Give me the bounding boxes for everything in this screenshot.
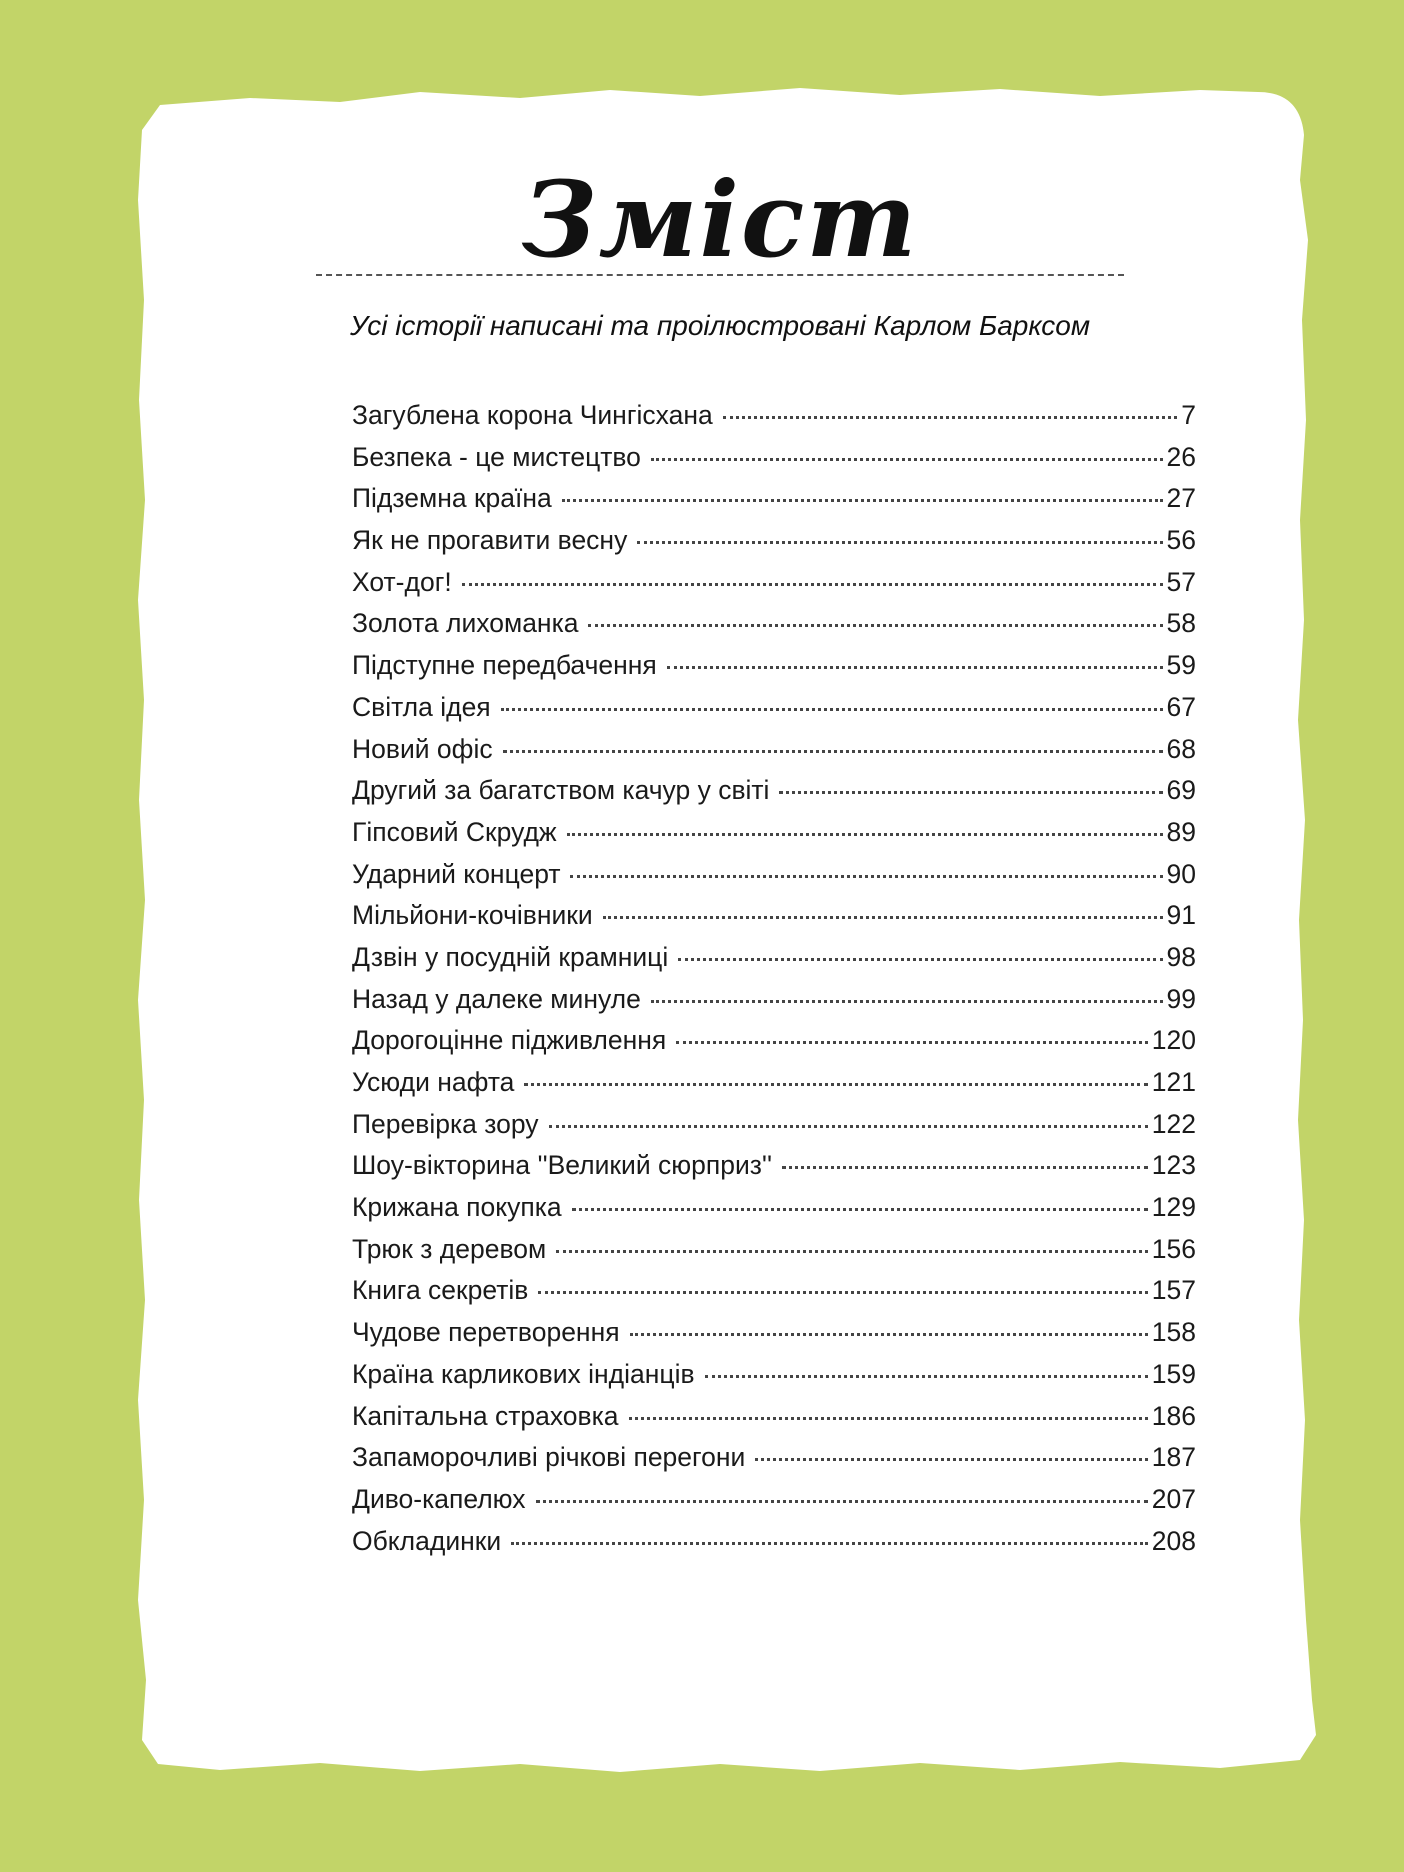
toc-entry-page-number: 26 bbox=[1166, 441, 1196, 472]
toc-entry-page-number: 57 bbox=[1166, 566, 1196, 597]
toc-entry-page-number: 156 bbox=[1151, 1233, 1196, 1264]
toc-entry-page-number: 67 bbox=[1166, 691, 1196, 722]
toc-entry-title: Як не прогавити весну bbox=[352, 525, 628, 556]
toc-entry-title: Ударний концерт bbox=[352, 858, 561, 889]
dot-leader bbox=[556, 1250, 1148, 1253]
toc-entry-page-number: 69 bbox=[1166, 775, 1196, 806]
toc-entry-title: Світла ідея bbox=[352, 691, 491, 722]
toc-entry-page-number: 89 bbox=[1166, 816, 1196, 847]
toc-entry-page-number: 99 bbox=[1166, 983, 1196, 1014]
toc-entry-title: Диво-капелюх bbox=[352, 1483, 526, 1514]
toc-page bbox=[140, 110, 1300, 1760]
toc-entry-title: Безпека - це мистецтво bbox=[352, 441, 641, 472]
toc-entry bbox=[352, 1234, 1196, 1276]
toc-entry bbox=[352, 1484, 1196, 1526]
toc-entry bbox=[352, 692, 1196, 734]
toc-entry-title: Новий офіс bbox=[352, 733, 493, 764]
dot-leader bbox=[511, 1542, 1148, 1545]
toc-entry-title: Чудове перетворення bbox=[352, 1317, 620, 1348]
toc-entry bbox=[352, 1192, 1196, 1234]
toc-entry-title: Підступне передбачення bbox=[352, 650, 657, 681]
toc-entry-page-number: 58 bbox=[1166, 608, 1196, 639]
toc-entry bbox=[352, 1025, 1196, 1067]
toc-entry-page-number: 157 bbox=[1151, 1275, 1196, 1306]
toc-entry bbox=[352, 483, 1196, 525]
dot-leader bbox=[651, 1000, 1163, 1003]
toc-entry bbox=[352, 900, 1196, 942]
toc-entry bbox=[352, 1067, 1196, 1109]
toc-entry-title: Гіпсовий Скрудж bbox=[352, 816, 557, 847]
dot-leader bbox=[667, 666, 1163, 669]
toc-entry-title: Книга секретів bbox=[352, 1275, 529, 1306]
toc-entry-page-number: 123 bbox=[1151, 1150, 1196, 1181]
toc-entry-title: Назад у далеке минуле bbox=[352, 983, 641, 1014]
toc-entry-page-number: 90 bbox=[1166, 858, 1196, 889]
toc-entry bbox=[352, 817, 1196, 859]
toc-entry-page-number: 91 bbox=[1166, 900, 1196, 931]
toc-entry-page-number: 7 bbox=[1181, 400, 1196, 430]
dot-leader bbox=[503, 750, 1163, 753]
dot-leader bbox=[630, 1333, 1148, 1336]
table-of-contents bbox=[352, 400, 1196, 1567]
dot-leader bbox=[723, 416, 1178, 419]
toc-entry-page-number: 186 bbox=[1151, 1400, 1196, 1431]
dot-leader bbox=[782, 1166, 1148, 1169]
dot-leader bbox=[588, 624, 1162, 627]
toc-entry bbox=[352, 1359, 1196, 1401]
dashed-divider bbox=[316, 274, 1124, 276]
toc-entry bbox=[352, 1150, 1196, 1192]
toc-entry bbox=[352, 1109, 1196, 1151]
toc-entry bbox=[352, 1275, 1196, 1317]
toc-entry-title: Запаморочливі річкові перегони bbox=[352, 1442, 746, 1473]
toc-entry-page-number: 187 bbox=[1151, 1442, 1196, 1473]
subtitle: Усі історії написані та проілюстровані Карлом Барксом bbox=[349, 310, 1091, 341]
dot-leader bbox=[603, 916, 1163, 919]
toc-entry bbox=[352, 1317, 1196, 1359]
dot-leader bbox=[676, 1041, 1148, 1044]
dot-leader bbox=[570, 875, 1162, 878]
toc-entry-title: Золота лихоманка bbox=[352, 608, 579, 639]
toc-entry bbox=[352, 859, 1196, 901]
toc-entry-page-number: 121 bbox=[1151, 1067, 1196, 1097]
toc-entry-title: Усюди нафта bbox=[352, 1067, 515, 1097]
dot-leader bbox=[678, 958, 1162, 961]
toc-entry-page-number: 68 bbox=[1166, 733, 1196, 764]
dot-leader bbox=[549, 1125, 1148, 1128]
toc-entry-page-number: 122 bbox=[1151, 1108, 1196, 1139]
toc-entry-title: Крижана покупка bbox=[352, 1192, 562, 1223]
toc-entry-title: Дорогоцінне підживлення bbox=[352, 1025, 667, 1056]
dot-leader bbox=[462, 583, 1163, 586]
toc-entry-title: Другий за багатством качур у світі bbox=[352, 775, 770, 806]
toc-entry bbox=[352, 608, 1196, 650]
dot-leader bbox=[538, 1291, 1147, 1294]
toc-entry-page-number: 56 bbox=[1166, 525, 1196, 556]
toc-entry-title: Шоу-вікторина ''Великий сюрприз'' bbox=[352, 1150, 773, 1181]
toc-entry-title: Капітальна страховка bbox=[352, 1400, 619, 1431]
dot-leader bbox=[501, 708, 1163, 711]
toc-entry-page-number: 120 bbox=[1151, 1025, 1196, 1056]
toc-entry bbox=[352, 775, 1196, 817]
toc-entry-title: Загублена корона Чингісхана bbox=[352, 400, 713, 430]
toc-entry bbox=[352, 734, 1196, 776]
dot-leader bbox=[779, 791, 1162, 794]
toc-entry bbox=[352, 525, 1196, 567]
toc-entry-title: Хот-дог! bbox=[352, 566, 452, 597]
toc-entry-page-number: 27 bbox=[1166, 483, 1196, 514]
toc-entry-page-number: 158 bbox=[1151, 1317, 1196, 1348]
toc-entry-title: Трюк з деревом bbox=[352, 1233, 547, 1264]
toc-entry-title: Обкладинки bbox=[352, 1525, 502, 1556]
page-title: Зміст bbox=[521, 158, 919, 281]
dot-leader bbox=[629, 1417, 1148, 1420]
toc-entry bbox=[352, 650, 1196, 692]
toc-entry-title: Країна карликових індіанців bbox=[352, 1358, 695, 1389]
toc-entry bbox=[352, 1526, 1196, 1568]
toc-entry-page-number: 207 bbox=[1151, 1483, 1196, 1514]
toc-entry bbox=[352, 442, 1196, 484]
toc-entry bbox=[352, 567, 1196, 609]
toc-entry-page-number: 98 bbox=[1166, 941, 1196, 972]
toc-entry bbox=[352, 984, 1196, 1026]
toc-entry bbox=[352, 1401, 1196, 1443]
toc-entry bbox=[352, 942, 1196, 984]
dot-leader bbox=[567, 833, 1163, 836]
toc-entry-page-number: 129 bbox=[1151, 1192, 1196, 1223]
toc-entry-title: Дзвін у посудній крамниці bbox=[352, 941, 669, 972]
toc-entry-title: Підземна країна bbox=[352, 483, 552, 514]
toc-entry-title: Мільйони-кочівники bbox=[352, 900, 593, 931]
toc-entry-page-number: 208 bbox=[1151, 1525, 1196, 1556]
dot-leader bbox=[755, 1458, 1147, 1461]
dot-leader bbox=[705, 1375, 1148, 1378]
toc-entry bbox=[352, 1442, 1196, 1484]
toc-entry-title: Перевірка зору bbox=[352, 1108, 539, 1139]
dot-leader bbox=[562, 499, 1163, 502]
dot-leader bbox=[536, 1500, 1148, 1503]
dot-leader bbox=[572, 1208, 1148, 1211]
dot-leader bbox=[651, 458, 1163, 461]
toc-entry-page-number: 59 bbox=[1166, 650, 1196, 681]
dot-leader bbox=[637, 541, 1162, 544]
dot-leader bbox=[524, 1083, 1147, 1086]
toc-entry-page-number: 159 bbox=[1151, 1358, 1196, 1389]
toc-entry bbox=[352, 400, 1196, 442]
